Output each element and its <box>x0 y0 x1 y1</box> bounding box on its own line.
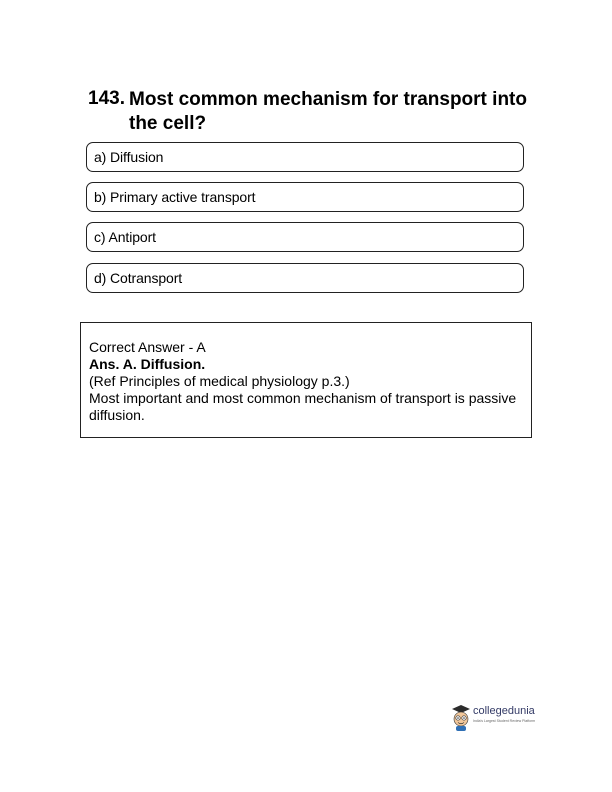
option-a[interactable] <box>86 142 524 172</box>
logo-tagline: India's Largest Student Review Platform <box>473 719 536 723</box>
option-d[interactable] <box>86 263 524 293</box>
option-b-label: b) Primary active transport <box>94 189 256 205</box>
option-c[interactable] <box>86 222 524 252</box>
answer-reference: (Ref Principles of medical physiology p.3.) <box>89 373 350 389</box>
question-number: 143. <box>88 88 125 109</box>
option-b[interactable] <box>86 182 524 212</box>
option-c-label: c) Antiport <box>94 229 156 245</box>
option-d-label: d) Cotransport <box>94 270 183 286</box>
answer-box <box>80 322 532 438</box>
collegedunia-logo <box>451 703 561 733</box>
logo-name: collegedunia <box>473 705 535 717</box>
graduate-mascot-icon <box>451 703 471 731</box>
answer-title: Ans. A. Diffusion. <box>89 356 206 372</box>
answer-explanation: Most important and most common mechanism of transport is passive diffusion. <box>89 390 517 423</box>
correct-answer-line: Correct Answer - A <box>89 339 206 355</box>
option-a-label: a) Diffusion <box>94 149 164 165</box>
question-text: Most common mechanism for transport into the cell? <box>129 89 527 134</box>
